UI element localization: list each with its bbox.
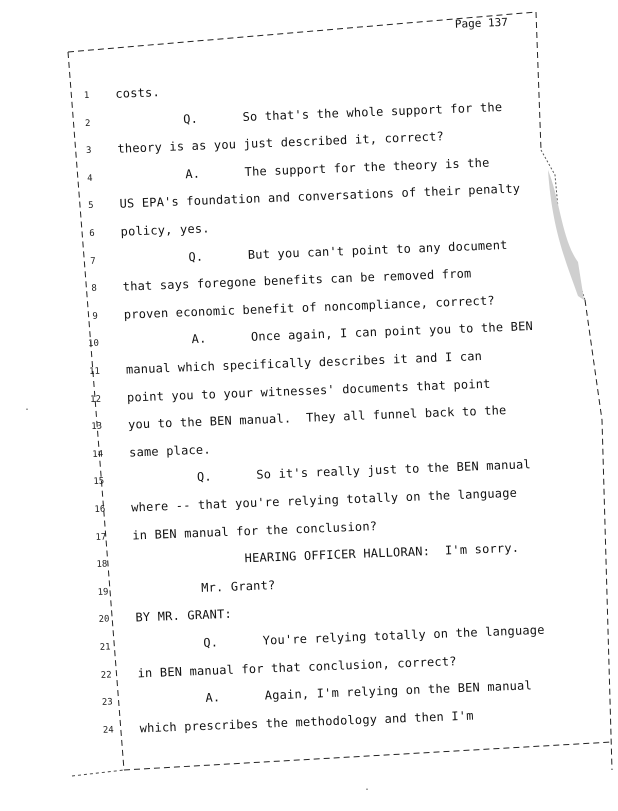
line-text: that says foregone benefits can be removed from xyxy=(122,266,472,294)
line-text: where -- that you're relying totally on the language xyxy=(130,485,518,515)
line-number: 1 xyxy=(83,90,90,102)
line-number: 15 xyxy=(93,476,105,488)
line-text: manual which specifically describes it and I can xyxy=(125,348,483,377)
scan-speck: . xyxy=(24,402,31,413)
line-number: 19 xyxy=(97,587,109,598)
line-text: Q. So it's really just to the BEN manual xyxy=(129,457,532,487)
line-text: in BEN manual for that conclusion, correct? xyxy=(137,653,457,681)
page-number-label: Page 137 xyxy=(454,15,509,31)
line-text: A. The support for the theory is the xyxy=(118,155,490,184)
scan-speck: . xyxy=(364,782,371,793)
line-number: 4 xyxy=(86,173,93,184)
line-text: A. Again, I'm relying on the BEN manual xyxy=(138,678,533,708)
line-number: 20 xyxy=(98,614,110,626)
line-text: BY MR. GRANT: xyxy=(135,607,233,625)
line-number: 9 xyxy=(92,311,99,322)
line-text: same place. xyxy=(128,442,211,460)
line-text: Q. You're relying totally on the language xyxy=(136,622,545,653)
line-number: 14 xyxy=(92,449,104,460)
line-number: 16 xyxy=(94,504,106,515)
line-number: 24 xyxy=(102,725,114,736)
line-number: 10 xyxy=(87,339,100,350)
line-number: 12 xyxy=(90,394,102,405)
line-number: 2 xyxy=(84,118,91,129)
line-number: 11 xyxy=(88,366,101,378)
line-number: 23 xyxy=(101,697,113,708)
line-text: Q. But you can't point to any document xyxy=(121,237,508,267)
line-number: 22 xyxy=(100,670,112,681)
line-text: theory is as you just described it, correct? xyxy=(117,129,445,156)
line-number: 13 xyxy=(91,421,103,433)
line-text: policy, yes. xyxy=(120,221,210,239)
line-number: 5 xyxy=(88,201,94,212)
line-text: proven economic benefit of noncompliance, correct? xyxy=(123,293,496,322)
line-text: A. Once again, I can point you to the BEN xyxy=(124,319,534,350)
line-number: 6 xyxy=(89,228,95,239)
line-text: you to the BEN manual. They all funnel back to the xyxy=(127,403,507,432)
line-text: Mr. Grant? xyxy=(134,577,276,598)
line-text: HEARING OFFICER HALLORAN: I'm sorry. xyxy=(133,540,520,570)
line-number: 3 xyxy=(85,145,92,157)
line-number: 8 xyxy=(91,283,98,295)
line-text: US EPA's foundation and conversations of their penalty xyxy=(119,181,521,212)
line-number: 17 xyxy=(95,532,107,543)
line-text: in BEN manual for the conclusion? xyxy=(132,518,378,543)
line-number: 21 xyxy=(99,642,111,653)
line-number: 18 xyxy=(96,559,108,571)
line-text: which prescribes the methodology and then I'm xyxy=(139,708,474,736)
line-text: Q. So that's the whole support for the xyxy=(116,99,503,129)
line-number: 7 xyxy=(90,256,96,267)
line-text: point you to your witnesses' documents that point xyxy=(126,376,491,405)
line-text: costs. xyxy=(115,85,161,101)
